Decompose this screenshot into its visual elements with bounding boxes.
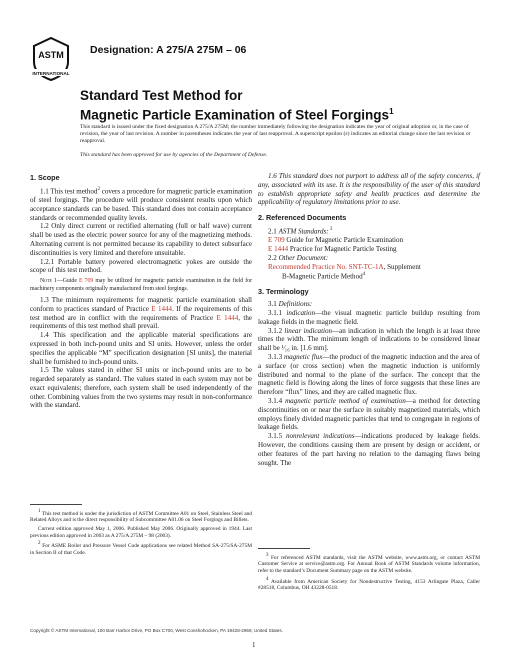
- link-ref-e709[interactable]: E 709: [268, 236, 285, 245]
- copyright-notice: Copyright © ASTM International, 100 Barr Harbor Drive, PO Box C700, West Conshohocken, PA 19428-2959, United States.: [30, 628, 283, 633]
- link-e1444[interactable]: E 1444: [151, 304, 173, 313]
- para-1-5: 1.5 The values stated in either SI units or inch-pound units are to be regarded separately as standard. The values stated in each system may not be exact equivalents; therefore, each system shall be used independently of the other. Combining values from the two systems may result in non-conformance with the standard.: [30, 366, 252, 410]
- approved-note: This standard has been approved for use by agencies of the Department of Defense.: [80, 152, 268, 158]
- para-3-1-5: 3.1.5 nonrelevant indications—indications produced by leakage fields. However, the conditions causing them are present by design or accident, or other features of the part having no relation to the damaging flaws being sought. The: [258, 432, 481, 467]
- para-1-1: 1.1 This test method$^2$ covers a procedure for magnetic particle examination of steel forgings. The procedure will produce consistent results upon which acceptance standards can be based. This standard does not contain acceptance standards or recommended quality levels.: [30, 186, 252, 222]
- section-terminology-heading: 3. Terminology: [258, 287, 309, 297]
- svg-text:ASTM: ASTM: [38, 50, 64, 60]
- link-ref-snt-tc-1a[interactable]: Recommended Practice No. SNT-TC-1A: [268, 262, 384, 271]
- designation: Designation: A 275/A 275M – 06: [90, 44, 247, 56]
- section-referenced-documents-heading: 2. Referenced Documents: [258, 213, 347, 223]
- ref-e709: E 709 Guide for Magnetic Particle Examination: [268, 236, 404, 245]
- para-1-2-1: 1.2.1 Portable battery powered electromagnetic yokes are outside the scope of this test method.: [30, 257, 252, 275]
- link-e1444-2[interactable]: E 1444: [216, 313, 239, 322]
- footnotes-left: [30, 509, 252, 556]
- para-3-1-4: 3.1.4 magnetic particle method of examination—a method for detecting discontinuities on or near the surface in suitably magnetized materials, which employs finely divided magnetic particles that tend to congregate in regions of leakage fields.: [258, 397, 480, 432]
- para-3-1: 3.1 Definitions:: [268, 300, 313, 309]
- page-number: 1: [252, 641, 256, 649]
- left-column: [30, 172, 252, 410]
- footnote-1: $^1$ This test method is under the jurisdiction of ASTM Committee A01 on Steel, Stainless Steel and Related Alloys and is the direct responsibility of Subcommittee A01.06 on Steel Forgings and Billets.: [30, 509, 252, 524]
- link-e709[interactable]: E 709: [78, 278, 94, 285]
- footnote-4: $^4$ Available from American Society for Nondestructive Testing, 4153 Arlingate Plaza, Caller #28518, Columbus, OH 43228-0518.: [258, 576, 480, 591]
- title-block: [80, 88, 460, 124]
- para-1-4: 1.4 This specification and the applicable material specifications are expressed in both inch-pound units and SI units. However, unless the order specifies the applicable “M” specification designation [SI units], the material shall be furnished to inch-pound units.: [30, 331, 252, 366]
- para-2-1: 2.1 ASTM Standards: $^3$: [268, 226, 333, 236]
- right-column: [258, 172, 480, 467]
- section-scope-heading: 1. Scope: [30, 173, 60, 182]
- footnotes-right: [258, 553, 480, 592]
- footnote-2: $^2$ For ASME Boiler and Pressure Vessel Code applications see related Method SA-275/SA-275M in Section II of that Code.: [30, 541, 252, 556]
- para-1-2: 1.2 Only direct current or rectified alternating (full or half wave) current shall be used as the electric power source for any of the magnetizing methods. Alternating current is not permitted because its capability to detect subsurface discontinuities is very limited and therefore unsuitable.: [30, 222, 252, 257]
- svg-text:INTERNATIONAL: INTERNATIONAL: [32, 71, 70, 76]
- ref-snt-tc-1a-line2: B-Magnetic Particle Method$^4$: [282, 272, 366, 281]
- para-3-1-1: 3.1.1 indication—the visual magnetic particle buildup resulting from leakage fields in the magnetic field.: [258, 309, 481, 326]
- footnote-3: $^3$ For referenced ASTM standards, visit the ASTM website, www.astm.org, or contact ASTM Customer Service at service@astm.org. For Annual Book of ASTM Standards volume information, refer to the standard’s Document Summary page on the ASTM website.: [258, 553, 480, 574]
- issued-note: This standard is issued under the fixed designation A 275/A 275M; the number immediately following the designation indicates the year of original adoption or, in the case of revision, the year of last revision. A number in parentheses indicates the year of last reapproval. A superscript epsilon (ε) indicates an editorial change since the last revision or reapproval.: [80, 124, 471, 145]
- footnote-rule-right: [258, 548, 310, 549]
- para-1-6: 1.6 This standard does not purport to address all of the safety concerns, if any, associated with its use. It is the responsibility of the user of this standard to establish appropriate safety and health practices and determine the applicability of regulatory limitations prior to use.: [258, 172, 480, 207]
- footnote-rule-left: [30, 504, 82, 505]
- footnote-1b: Current edition approved May 1, 2006. Published May 2006. Originally approved in 1944. Last previous edition approved in 2003 as A 275/A 275M – 98 (2003).: [30, 525, 252, 539]
- para-3-1-2: 3.1.2 linear indication—an indication in which the length is at least three times the width. The minimum length of indications to be considered linear shall be ¹⁄₁₆ in. [1.6 mm].: [258, 326, 481, 353]
- ref-snt-tc-1a: Recommended Practice No. SNT-TC-1A, Supplement: [268, 262, 421, 271]
- title-line1: Standard Test Method for: [80, 88, 243, 103]
- note-1: Note 1—Guide E 709 may be utilized for magnetic particle examination in the field for machinery components originally manufactured from steel forgings.: [30, 278, 253, 292]
- link-ref-e1444[interactable]: E 1444: [268, 244, 289, 253]
- title-line2: Magnetic Particle Examination of Steel Forgings$^1$: [80, 107, 394, 123]
- para-1-3: 1.3 The minimum requirements for magnetic particle examination shall conform to practices standard of Practice E 1444. If the requirements of this test method are in conflict with the requirements of Practice E 1444, the requirements of this test method shall prevail.: [30, 295, 252, 331]
- para-2-2: 2.2 Other Document:: [268, 253, 329, 262]
- para-3-1-3: 3.1.3 magnetic flux—the product of the magnetic induction and the area of a surface (or cross section) when the magnetic induction is uniformly distributed and normal to the plane of the surface. The concept that the magnetic field is flowing along the lines of force suggests that these lines are therefore “flux” lines, and they are called magnetic flux.: [258, 353, 480, 397]
- ref-e1444: E 1444 Practice for Magnetic Particle Testing: [268, 244, 397, 253]
- astm-international-logo: [30, 36, 72, 82]
